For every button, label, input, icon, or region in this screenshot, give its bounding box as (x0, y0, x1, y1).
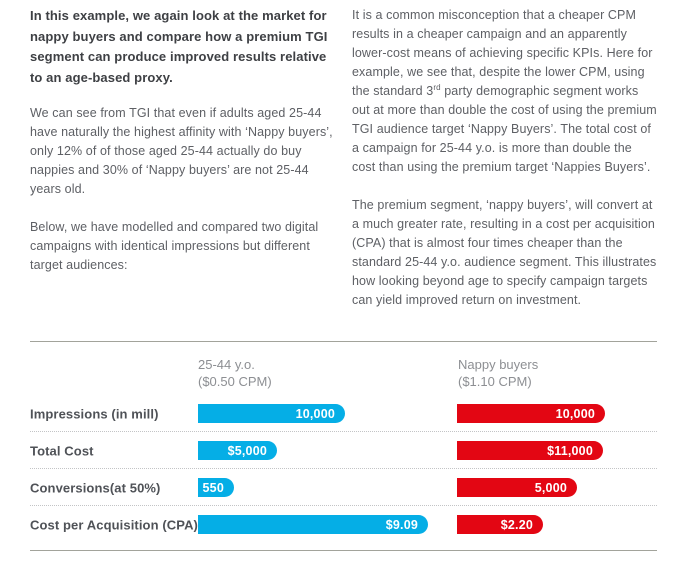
chart-row-total-cost (30, 441, 657, 460)
row-separator (30, 468, 657, 469)
right-paragraph-1-text: It is a common misconception that a cheaper CPM results in a cheaper campaign and an apparently lower-cost means of achieving specific KPIs. Here for example, we see that, despite the lower CPM, using the standard 3 (352, 8, 653, 98)
column-header-nappy-buyers (458, 356, 538, 390)
right-paragraph-2: The premium segment, ‘nappy buyers’, will convert at a much greater rate, resulting in a cost per acquisition (CPA) that is almost four times cheaper than the standard 25-44 y.o. audience segment. This illustrates how looking beyond age to specify campaign targets can yield improved return on investment. (352, 198, 657, 307)
row-separator (30, 431, 657, 432)
row-separator (30, 505, 657, 506)
column-header-cpm: ($1.10 CPM) (458, 374, 532, 389)
left-column (30, 6, 336, 294)
row-label: Total Cost (30, 443, 94, 458)
chart-bottom-rule (30, 550, 657, 551)
column-header-cpm: ($0.50 CPM) (198, 374, 272, 389)
right-paragraph-1 (352, 6, 658, 177)
row-label: Conversions(at 50%) (30, 480, 161, 495)
bar-impressions-nappy-buyers: 10,000 (457, 404, 605, 423)
column-header-label: 25-44 y.o. (198, 357, 255, 372)
campaign-comparison-chart (30, 341, 657, 554)
chart-row-impressions (30, 404, 657, 423)
chart-row-cpa (30, 515, 657, 534)
chart-row-conversions (30, 478, 657, 497)
bar-conversions-nappy-buyers: 5,000 (457, 478, 577, 497)
bar-impressions-25-44: 10,000 (198, 404, 345, 423)
chart-top-rule (30, 341, 657, 342)
right-paragraph-1-continued: party demographic segment works out at more than double the cost of using the premium TGI audience target ‘Nappy Buyers’. The total cost of a campaign for 25-44 y.o. is more than double the cost than using the premium target ‘Nappies Buyers’. (352, 84, 657, 174)
right-column (352, 6, 658, 329)
bar-total-cost-25-44: $5,000 (198, 441, 277, 460)
column-header-label: Nappy buyers (458, 357, 539, 372)
intro-heading: In this example, we again look at the market for nappy buyers and compare how a premium TGI segment can produce improved results relative to an age-based proxy. (30, 8, 328, 85)
bar-conversions-25-44: 550 (198, 478, 234, 497)
bar-cpa-25-44: $9.09 (198, 515, 428, 534)
bar-cpa-nappy-buyers: $2.20 (457, 515, 543, 534)
row-label: Cost per Acquisition (CPA) (30, 517, 198, 532)
left-paragraph-2: Below, we have modelled and compared two digital campaigns with identical impressions but different target audiences: (30, 220, 319, 272)
row-label: Impressions (in mill) (30, 406, 159, 421)
ordinal-superscript: rd (433, 82, 441, 92)
bar-total-cost-nappy-buyers: $11,000 (457, 441, 603, 460)
column-header-25-44 (198, 356, 272, 390)
left-paragraph-1: We can see from TGI that even if adults aged 25-44 have naturally the highest affinity with ‘Nappy buyers’, only 12% of of those aged 25-44 actually do buy nappies and 30% of ‘Nappy buyers’ are not 25-44 years old. (30, 106, 333, 196)
